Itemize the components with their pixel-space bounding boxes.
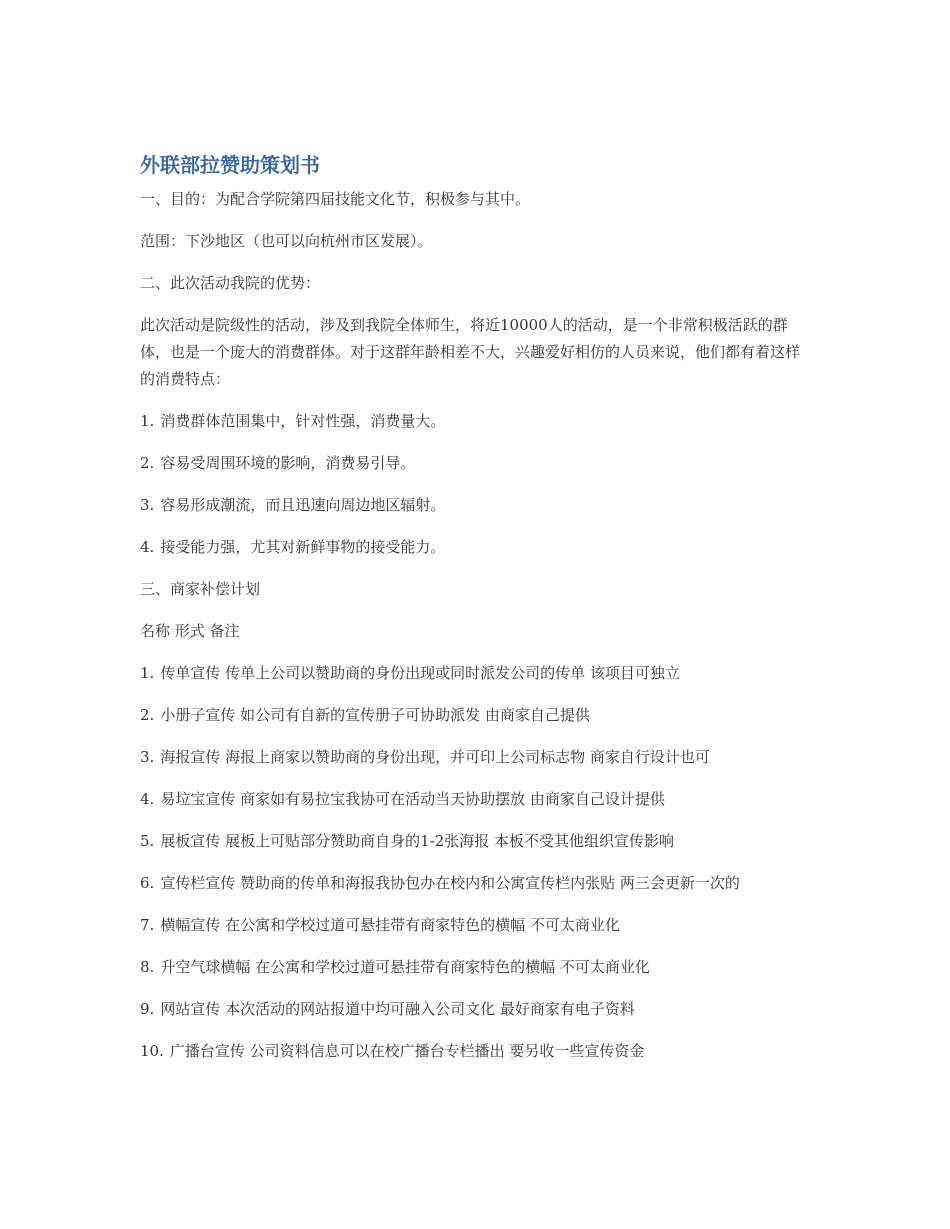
plan-item — [140, 786, 812, 813]
feature-item — [140, 408, 812, 435]
plan-item — [140, 912, 812, 939]
feature-text: 消费群体范围集中，针对性强，消费量大。 — [160, 412, 446, 430]
plan-item — [140, 870, 812, 897]
plan-text: 展板宣传 展板上可贴部分赞助商自身的1-2张海报 本板不受其他组织宣传影响 — [160, 832, 675, 850]
feature-item — [140, 534, 812, 561]
feature-number: 3. — [140, 496, 155, 514]
feature-item — [140, 450, 812, 477]
plan-text: 海报宣传 海报上商家以赞助商的身份出现，并可印上公司标志物 商家自行设计也可 — [160, 748, 710, 766]
plan-item — [140, 954, 812, 981]
plan-text: 易垃宝宣传 商家如有易拉宝我协可在活动当天协助摆放 由商家自己设计提供 — [160, 790, 665, 808]
section3-heading: 三、商家补偿计划 — [140, 580, 261, 598]
feature-text: 容易受周围环境的影响，消费易引导。 — [160, 454, 416, 472]
plan-item — [140, 828, 812, 855]
plan-number: 8. — [140, 958, 155, 976]
purpose-paragraph: 一、目的：为配合学院第四届技能文化节，积极参与其中。 — [140, 190, 531, 208]
plan-item — [140, 996, 812, 1023]
plan-number: 9. — [140, 1000, 155, 1018]
plan-item — [140, 660, 812, 687]
plan-number: 10. — [140, 1042, 164, 1060]
plan-number: 6. — [140, 874, 155, 892]
feature-number: 2. — [140, 454, 155, 472]
plan-text: 宣传栏宣传 赞助商的传单和海报我协包办在校内和公寓宣传栏内张贴 两三会更新一次的 — [160, 874, 740, 892]
section2-body: 此次活动是院级性的活动，涉及到我院全体师生，将近10000人的活动，是一个非常积极活跃的群体，也是一个庞大的消费群体。对于这群年龄相差不大，兴趣爱好相仿的人员来说，他们都有着这样的消费特点： — [140, 316, 801, 388]
scope-paragraph: 范围：下沙地区（也可以向杭州市区发展）。 — [140, 232, 433, 250]
feature-item — [140, 492, 812, 519]
plan-item — [140, 702, 812, 729]
plan-number: 4. — [140, 790, 155, 808]
plan-text: 广播台宣传 公司资料信息可以在校广播台专栏播出 要另收一些宣传资金 — [169, 1042, 645, 1060]
plan-text: 横幅宣传 在公寓和学校过道可悬挂带有商家特色的横幅 不可太商业化 — [160, 916, 620, 934]
plan-number: 2. — [140, 706, 155, 724]
plan-text: 传单宣传 传单上公司以赞助商的身份出现或同时派发公司的传单 该项目可独立 — [160, 664, 680, 682]
plan-text: 网站宣传 本次活动的网站报道中均可融入公司文化 最好商家有电子资料 — [160, 1000, 635, 1018]
table-header: 名称 形式 备注 — [140, 622, 240, 640]
section2-heading: 二、此次活动我院的优势： — [140, 274, 321, 292]
plan-number: 5. — [140, 832, 155, 850]
plan-number: 1. — [140, 664, 155, 682]
document-title: 外联部拉赞助策划书 — [140, 153, 320, 177]
feature-number: 4. — [140, 538, 155, 556]
document-page — [140, 150, 812, 1080]
plan-number: 7. — [140, 916, 155, 934]
plan-item — [140, 744, 812, 771]
plan-text: 小册子宣传 如公司有自新的宣传册子可协助派发 由商家自己提供 — [160, 706, 590, 724]
plan-item — [140, 1038, 812, 1065]
feature-text: 接受能力强，尤其对新鲜事物的接受能力。 — [160, 538, 446, 556]
plan-number: 3. — [140, 748, 155, 766]
plan-text: 升空气球横幅 在公寓和学校过道可悬挂带有商家特色的横幅 不可太商业化 — [160, 958, 650, 976]
feature-number: 1. — [140, 412, 155, 430]
feature-text: 容易形成潮流，而且迅速向周边地区辐射。 — [160, 496, 446, 514]
